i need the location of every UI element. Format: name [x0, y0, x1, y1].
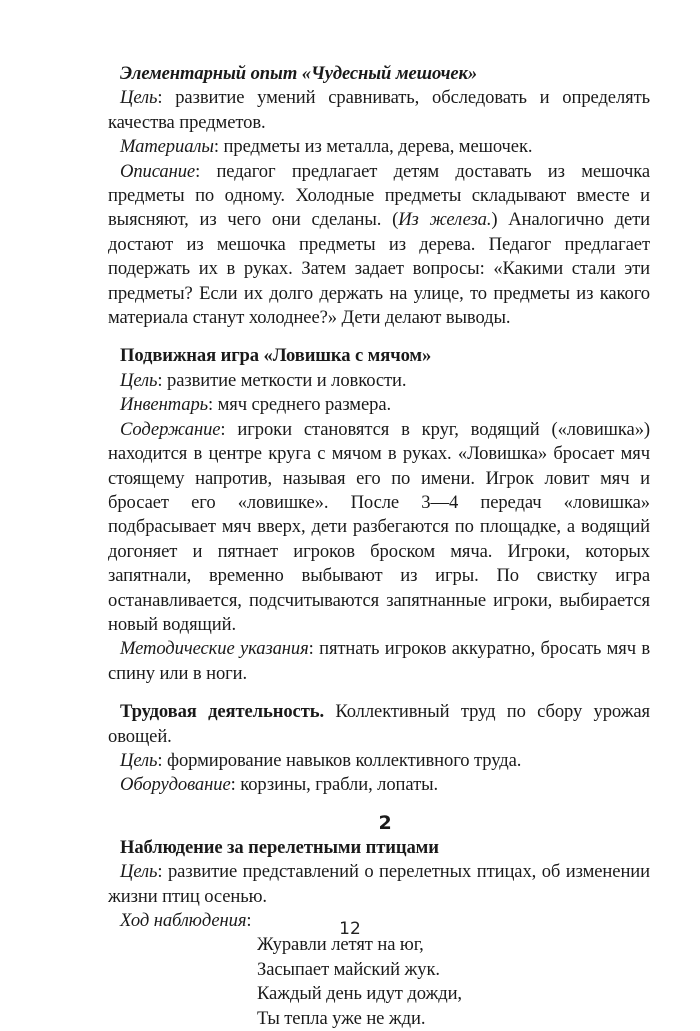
spacer	[108, 330, 650, 344]
description-text-1: : педагог предлагает детям доставать из мешочка предметы по одному. Холодные предметы складывают вместе и выясняют, из чего они сделаны. (	[108, 160, 650, 231]
labor-title: Трудовая деятельность.	[120, 701, 325, 723]
labor-intro	[108, 700, 650, 749]
game-goal	[108, 369, 650, 393]
equipment-label: Оборудование	[120, 774, 231, 796]
labor-title-text: Коллективный труд по сбору урожая овощей.	[108, 701, 651, 747]
materials-label: Материалы	[120, 136, 214, 158]
labor-equipment	[108, 773, 650, 797]
guidelines-label: Методические указания	[120, 638, 309, 660]
section-number: 2	[378, 811, 392, 834]
poem-line: Засыпает майский жук.	[257, 958, 440, 980]
goal-label: Цель	[120, 87, 158, 109]
game-content	[108, 418, 650, 638]
experiment-description	[108, 160, 650, 331]
game-inventory	[108, 393, 650, 417]
poem-line: Каждый день идут дожди,	[257, 983, 462, 1005]
description-italic: Из железа.	[398, 209, 492, 231]
guidelines-text: : пятнать игроков аккуратно, бросать мяч в спину или в ноги.	[108, 638, 651, 684]
course-text: :	[246, 910, 252, 931]
page-content	[108, 62, 650, 1031]
goal-label: Цель	[120, 749, 158, 771]
experiment-title: Элементарный опыт «Чудесный мешочек»	[120, 63, 478, 84]
materials-text: : предметы из металла, дерева, мешочек.	[213, 136, 533, 158]
inventory-label: Инвентарь	[120, 394, 209, 416]
goal-text: : формирование навыков коллективного труда.	[157, 749, 522, 771]
poem	[108, 933, 650, 1031]
observation-goal	[108, 860, 650, 909]
inventory-text: : мяч среднего размера.	[208, 394, 392, 416]
observation-title: Наблюдение за перелетными птицами	[120, 836, 439, 858]
experiment-goal	[108, 86, 650, 135]
description-text-2: ) Аналогично дети достают из мешочка предметы из дерева. Педагог предлагает подержать их в руках. Затем задает вопросы: «Какими стали эти предметы? Если их долго держать на улице, то предметы из какого материала станут холоднее?» Дети делают выводы.	[108, 209, 651, 329]
goal-label: Цель	[120, 369, 158, 391]
goal-text: : развитие меткости и ловкости.	[157, 369, 407, 391]
course-label: Ход наблюдения	[120, 910, 247, 931]
description-label: Описание	[120, 160, 196, 182]
spacer	[108, 686, 650, 700]
spacer	[108, 798, 650, 810]
goal-text: : развитие представлений о перелетных птицах, об изменении жизни птиц осенью.	[108, 861, 650, 907]
equipment-text: : корзины, грабли, лопаты.	[230, 774, 439, 796]
poem-line: Журавли летят на юг,	[257, 934, 424, 956]
goal-text: : развитие умений сравнивать, обследовать и определять качества предметов.	[108, 87, 650, 133]
experiment-materials	[108, 135, 650, 159]
game-title: Подвижная игра «Ловишка с мячом»	[120, 345, 432, 367]
poem-line: Ты тепла уже не жди.	[257, 1007, 426, 1029]
labor-goal	[108, 749, 650, 773]
page-number: 12	[339, 919, 361, 939]
game-guidelines	[108, 637, 650, 686]
content-label: Содержание	[120, 418, 221, 440]
content-text: : игроки становятся в круг, водящий («ловишка») находится в центре круга с мячом в руках. «Ловишка» бросает мяч стоящему напротив, называя его по имени. Игрок ловит мяч и бросает его «ловишке». После 3—4 передач «ловишка» подбрасывает мяч вверх, дети разбегаются по площадке, а водящий догоняет и пятнает игроков броском мяча. Игроки, которых запятнали, временно выбывают из игры. По свистку игра останавливается, подсчитываются запятнанные игроки, выбирается новый водящий.	[108, 418, 650, 635]
goal-label: Цель	[120, 861, 158, 883]
